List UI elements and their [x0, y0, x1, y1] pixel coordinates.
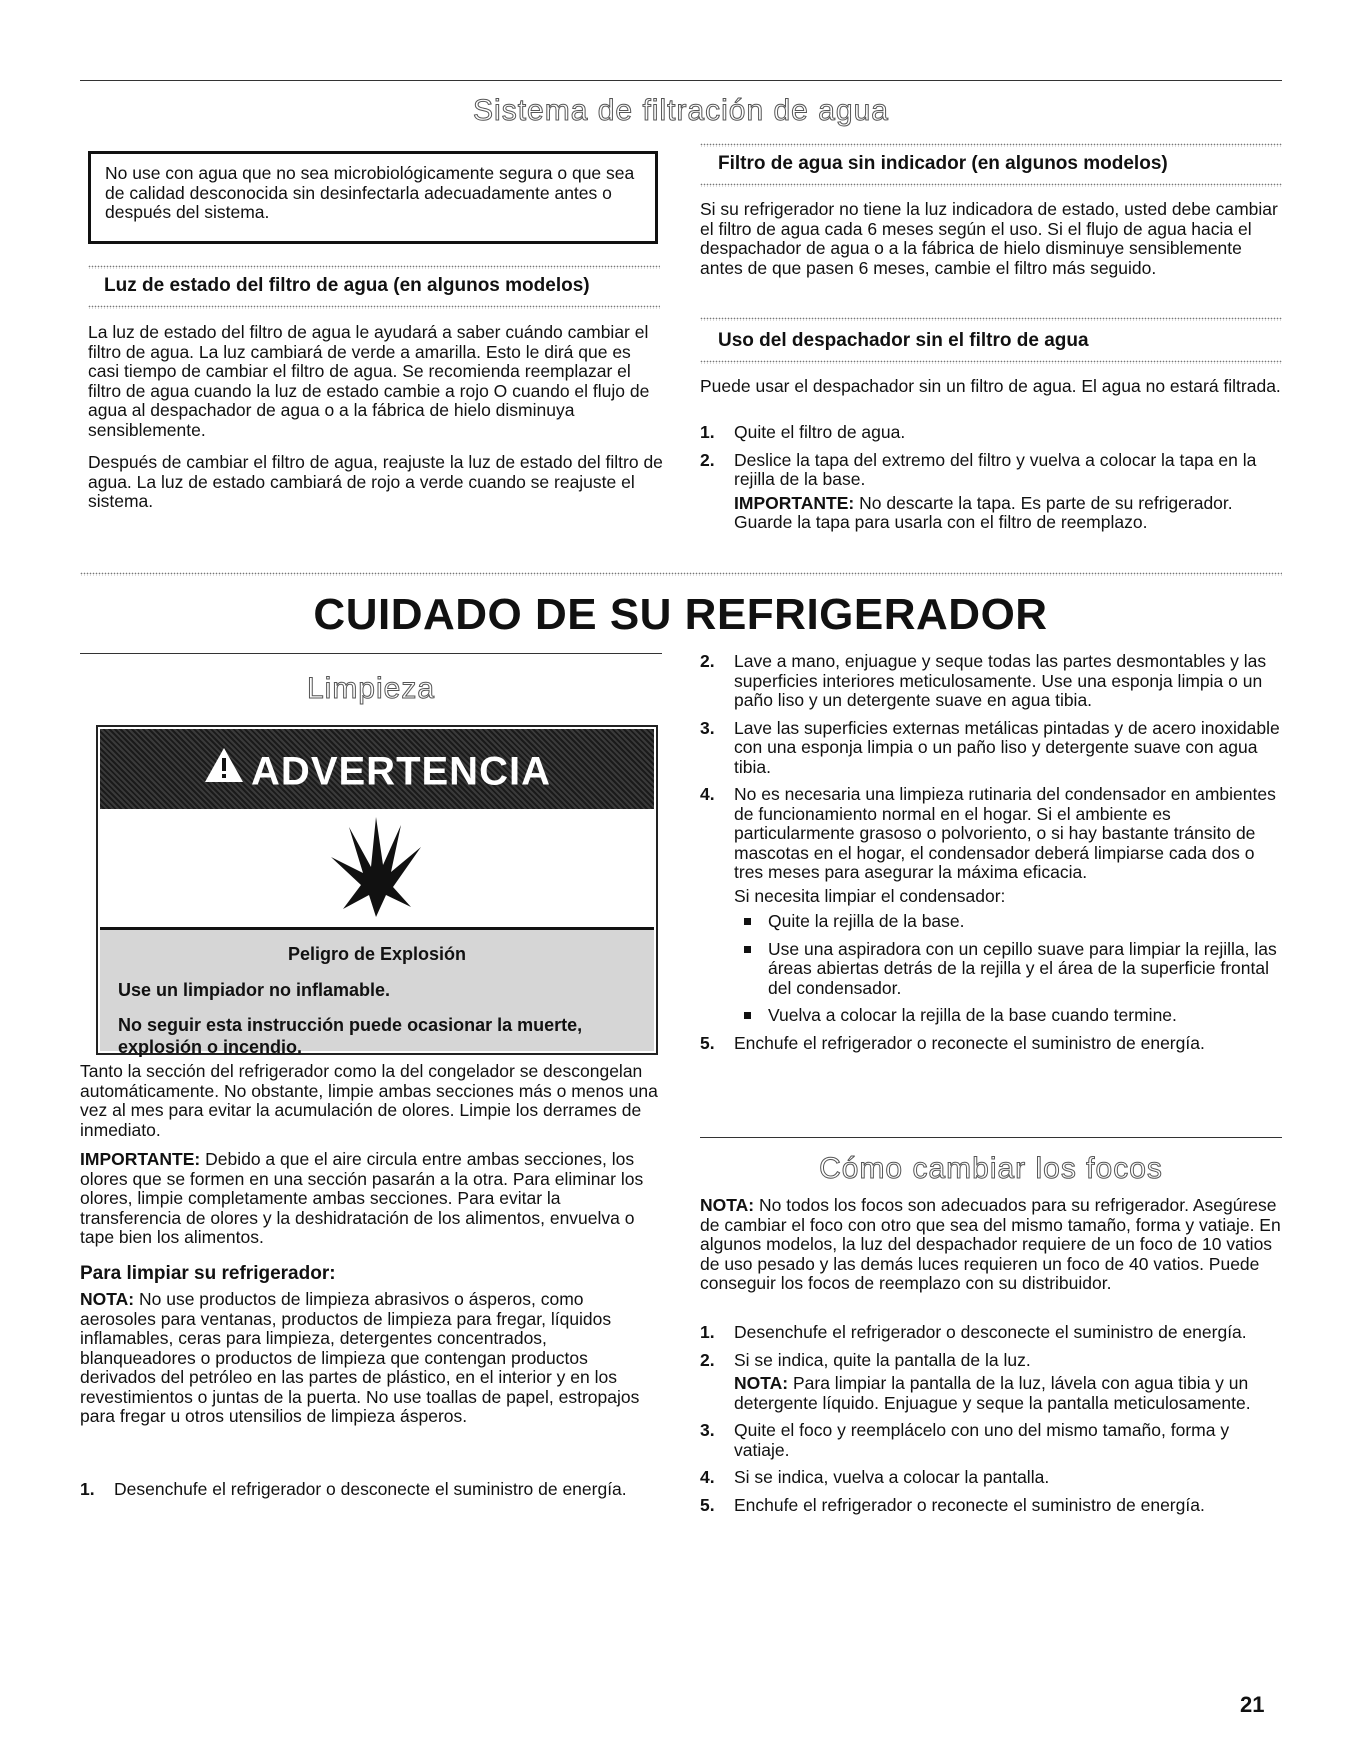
step-number: 5. — [700, 1494, 715, 1515]
status-light-heading: Luz de estado del filtro de agua (en algunos modelos) — [104, 275, 590, 296]
section-title-filtration: Sistema de filtración de agua — [473, 94, 889, 127]
step-number: 1. — [700, 1322, 715, 1342]
dotted-divider — [88, 265, 660, 269]
status-light-p1: La luz de estado del filtro de agua le ayudará a saber cuándo cambiar el filtro de agua. La luz cambiará de verde a amarilla. Esto le dirá que es casi tiempo de cambiar el filtro de agua. Se recomienda reemplazar el filtro de agua cuando la luz de estado cambie a rojo O cuando el flujo de agua al despachador de agua o a la fábrica de hielo disminuya sensiblemente. — [88, 322, 650, 440]
step-number: 2. — [700, 1349, 715, 1370]
list-item — [700, 719, 1282, 778]
list-item — [700, 652, 1282, 711]
cleaning-important — [80, 1150, 662, 1248]
bullet-icon — [744, 918, 751, 925]
step-text: Quite el foco y reemplácelo con uno del mismo tamaño, forma y vatiaje. — [734, 1420, 1230, 1460]
step-text: Deslice la tapa del extremo del filtro y vuelva a colocar la tapa en la rejilla de la base. — [734, 449, 1257, 489]
warning-title: ADVERTENCIA — [251, 749, 551, 794]
water-safety-text: No use con agua que no sea microbiológicamente segura o que sea de calidad desconocida sin desinfectarla adecuadamente antes o después del sistema. — [105, 163, 635, 222]
cleaning-nota — [80, 1290, 662, 1427]
step-number: 5. — [700, 1032, 715, 1053]
nota-text: No todos los focos son adecuados para su refrigerador. Asegúrese de cambiar el foco con otro que sea del mismo tamaño, forma y vatiaje. En algunos modelos, la luz del despachador requiere de un foco de 10 vatios de uso pesado y las demás luces requieren un foco de 40 vatios. Puede conseguir los focos de reemplazo con su distribuidor. — [700, 1195, 1281, 1293]
step-text: Enchufe el refrigerador o reconecte el suministro de energía. — [734, 1494, 1205, 1515]
section-divider — [80, 572, 1282, 576]
nota-label: NOTA: — [734, 1373, 789, 1393]
step-number: 4. — [700, 1467, 715, 1487]
step-number: 3. — [700, 1420, 715, 1440]
cleaning-steps-right — [700, 652, 1282, 1061]
list-item — [700, 1323, 1282, 1343]
cleaning-steps-left — [80, 1480, 650, 1508]
list-item — [80, 1480, 650, 1500]
list-item — [700, 1421, 1282, 1460]
dotted-divider — [700, 360, 1282, 364]
step-text: Quite el filtro de agua. — [734, 422, 906, 442]
status-light-p2: Después de cambiar el filtro de agua, reajuste la luz de estado del filtro de agua. La luz de estado cambiará de rojo a verde cuando se reajuste el sistema. — [88, 452, 663, 511]
bullet-text: Vuelva a colocar la rejilla de la base cuando termine. — [768, 1005, 1177, 1025]
list-item — [734, 940, 1282, 999]
limpieza-rule — [80, 653, 662, 654]
bulbs-nota — [700, 1196, 1282, 1294]
dotted-divider — [88, 305, 660, 309]
warning-banner — [100, 729, 654, 809]
list-item — [700, 785, 1282, 1026]
warning-line-1: Use un limpiador no inflamable. — [118, 980, 391, 1000]
bullet-icon — [744, 1012, 751, 1019]
warning-triangle-icon — [203, 731, 245, 811]
list-item — [734, 1006, 1282, 1026]
step-text: Lave las superficies externas metálicas pintadas y de acero inoxidable con una esponja limpia o un paño liso y detergente suave con agua tibia. — [734, 717, 1280, 777]
warning-box — [96, 725, 658, 1055]
bullet-text: Quite la rejilla de la base. — [768, 911, 965, 931]
important-note — [734, 494, 1282, 533]
step-number: 2. — [700, 449, 715, 470]
step-number: 4. — [700, 784, 715, 804]
water-safety-box — [88, 151, 658, 244]
cleaning-p1: Tanto la sección del refrigerador como la del congelador se descongelan automáticamente. No obstante, limpie ambas secciones más o menos una vez al mes para evitar la acumulación de olores. Limpie los derrames de inmediato. — [80, 1061, 658, 1140]
explosion-icon — [331, 817, 421, 917]
nota-text: No use productos de limpieza abrasivos o ásperos, como aerosoles para ventanas, productos de limpieza para fregar, líquidos inflamables, ceras para limpieza, detergentes concentrados, blanqueadores o productos de limpieza que contengan productos derivados del petróleo en las partes de plástico, en el interior y en los revestimientos o juntas de la puerta. No use toallas de papel, estropajos para fregar u otros utensilios de limpieza ásperos. — [80, 1289, 640, 1426]
dotted-divider — [700, 183, 1282, 187]
bulbs-rule — [700, 1137, 1282, 1138]
no-filter-steps — [700, 423, 1282, 541]
step-number: 3. — [700, 717, 715, 738]
list-item — [700, 1496, 1282, 1516]
page-title: CUIDADO DE SU REFRIGERADOR — [313, 590, 1048, 639]
list-item — [700, 423, 1282, 443]
step-number: 2. — [700, 651, 715, 671]
top-rule — [80, 80, 1282, 81]
list-item — [734, 912, 1282, 932]
no-indicator-heading: Filtro de agua sin indicador (en algunos modelos) — [718, 153, 1168, 174]
step-text: No es necesaria una limpieza rutinaria del condensador en ambientes de funcionamiento normal en el hogar. Si el ambiente es particularmente grasoso o polvoriento, o si hay bastante tránsito de mascotas en el hogar, el condensador deberá limpiarse cada dos o tres meses para asegurar la máxima eficacia. — [734, 784, 1276, 882]
warning-line-2: No seguir esta instrucción puede ocasionar la muerte, explosión o incendio. — [118, 1015, 583, 1057]
list-item — [700, 1351, 1282, 1414]
condenser-intro: Si necesita limpiar el condensador: — [734, 885, 1006, 906]
no-indicator-p1: Si su refrigerador no tiene la luz indicadora de estado, usted debe cambiar el filtro de agua cada 6 meses según el uso. Si el flujo de agua hacia el despachador de agua o a la fábrica de hielo disminuye sensiblemente antes de que pasen 6 meses, cambie el filtro más seguido. — [700, 199, 1278, 278]
step-text: Si se indica, vuelva a colocar la pantalla. — [734, 1467, 1050, 1487]
step-number: 1. — [80, 1479, 95, 1499]
step-number: 1. — [700, 422, 715, 442]
important-text: No descarte la tapa. Es parte de su refrigerador. Guarde la tapa para usarla con el filtro de reemplazo. — [734, 492, 1233, 532]
important-label: IMPORTANTE: — [734, 492, 855, 513]
list-item — [700, 1468, 1282, 1488]
step-text: Enchufe el refrigerador o reconecte el suministro de energía. — [734, 1032, 1205, 1053]
condenser-bullets — [734, 912, 1282, 1026]
section-title-bulbs: Cómo cambiar los focos — [819, 1152, 1163, 1185]
page-number: 21 — [1240, 1692, 1265, 1717]
important-label: IMPORTANTE: — [80, 1149, 201, 1169]
section-title-cleaning: Limpieza — [306, 672, 436, 705]
nota-text: Para limpiar la pantalla de la luz, lávela con agua tibia y un detergente líquido. Enjuague y seque la pantalla meticulosamente. — [734, 1373, 1251, 1413]
no-filter-intro: Puede usar el despachador sin un filtro de agua. El agua no estará filtrada. — [700, 376, 1281, 396]
to-clean-heading: Para limpiar su refrigerador: — [80, 1263, 336, 1284]
step2-note — [734, 1374, 1282, 1413]
step-text: Si se indica, quite la pantalla de la luz. — [734, 1349, 1031, 1370]
step-text: Lave a mano, enjuague y seque todas las partes desmontables y las superficies interiores meticulosamente. Use una esponja limpia o un paño liso y un detergente suave en agua tibia. — [734, 651, 1267, 710]
dotted-divider — [700, 143, 1282, 147]
nota-label: NOTA: — [80, 1289, 135, 1309]
step-text: Desenchufe el refrigerador o desconecte el suministro de energía. — [114, 1479, 627, 1499]
bullet-icon — [744, 946, 751, 953]
explosion-pictogram-area — [98, 809, 656, 927]
list-item — [700, 1034, 1282, 1054]
nota-label: NOTA: — [700, 1195, 755, 1215]
no-filter-heading: Uso del despachador sin el filtro de agua — [718, 330, 1089, 351]
list-item — [700, 451, 1282, 533]
warning-text-area — [100, 930, 654, 1057]
bullet-text: Use una aspiradora con un cepillo suave para limpiar la rejilla, las áreas abiertas detrás de la rejilla y el área de la superficie frontal del condensador. — [768, 938, 1277, 998]
important-text: Debido a que el aire circula entre ambas secciones, los olores que se formen en una sección pasarán a la otra. Para eliminar los olores, limpie completamente ambas secciones. Para evitar la transferencia de olores y la deshidratación de los alimentos, envuelva o tape bien los alimentos. — [80, 1149, 644, 1247]
hazard-label: Peligro de Explosión — [287, 944, 467, 964]
step-text: Desenchufe el refrigerador o desconecte el suministro de energía. — [734, 1322, 1247, 1342]
bulbs-steps — [700, 1323, 1282, 1523]
dotted-divider — [700, 317, 1282, 321]
